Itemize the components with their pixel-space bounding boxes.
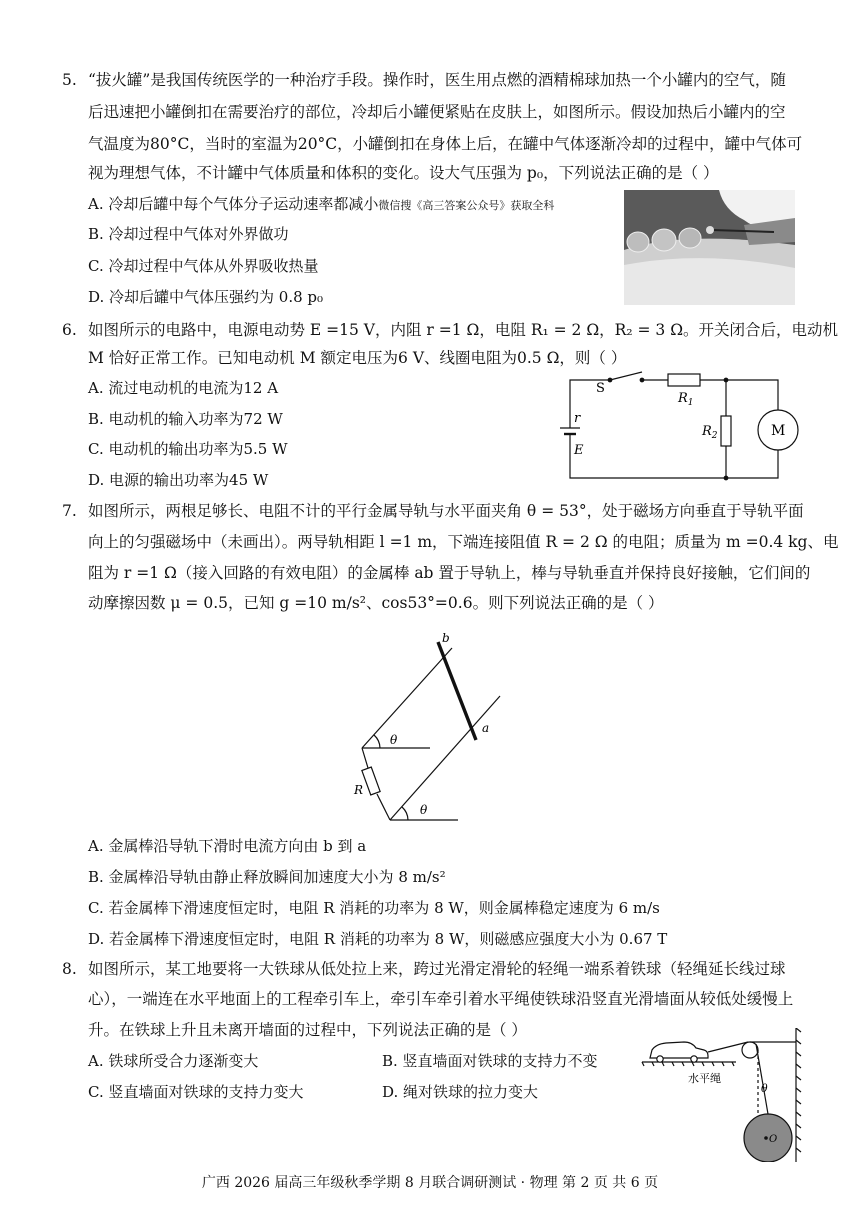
q8-number: 8.: [62, 960, 77, 978]
q8-line-1: 如图所示，某工地要将一大铁球从低处拉上来，跨过光滑定滑轮的轻绳一端系着铁球（轻绳延长线过球: [88, 960, 786, 978]
q8-option-d: D. 绳对铁球的拉力变大: [382, 1083, 539, 1101]
q8-line-2: 心），一端连在水平地面上的工程牵引车上，牵引车牵引着水平绳使铁球沿竖直光滑墙面从较低处缓慢上: [88, 990, 794, 1008]
label-center-o: O: [769, 1134, 778, 1145]
q5-line-1: “拔火罐”是我国传统医学的一种治疗手段。操作时，医生用点燃的酒精棉球加热一个小罐内的空气，随: [88, 71, 786, 89]
q8-option-b: B. 竖直墙面对铁球的支持力不变: [382, 1052, 598, 1070]
q5-line-3: 气温度为80°C，当时的室温为20°C，小罐倒扣在身体上后，在罐中气体逐渐冷却的过程中，罐中气体可: [88, 135, 803, 153]
q7-line-3: 阻为 r =1 Ω（接入回路的有效电阻）的金属棒 ab 置于导轨上，棒与导轨垂直并保持良好接触，它们间的: [88, 564, 811, 582]
label-theta: θ: [761, 1082, 768, 1095]
rail-diagram: [340, 628, 520, 828]
q5-option-a: [88, 194, 554, 216]
q5-option-d: D. 冷却后罐中气体压强约为 0.8 p₀: [88, 288, 324, 306]
label-s: S: [596, 381, 605, 396]
label-theta-top: θ: [390, 733, 398, 747]
q7-option-b: B. 金属棒沿导轨由静止释放瞬间加速度大小为 8 m/s²: [88, 868, 446, 886]
q7-number: 7.: [62, 502, 77, 520]
q6-number: 6.: [62, 321, 77, 339]
label-theta-bottom: θ: [420, 803, 428, 817]
label-internal-r: r: [574, 411, 581, 426]
q8-option-c: C. 竖直墙面对铁球的支持力变大: [88, 1083, 304, 1101]
q6-option-a: A. 流过电动机的电流为12 A: [88, 379, 279, 397]
svg-text:R1: [677, 391, 694, 408]
circuit-diagram: [550, 368, 810, 490]
q8-option-a: A. 铁球所受合力逐渐变大: [88, 1052, 259, 1070]
q5-option-c: C. 冷却过程中气体从外界吸收热量: [88, 257, 319, 275]
label-b: b: [442, 631, 450, 645]
q6-option-b: B. 电动机的输入功率为72 W: [88, 410, 283, 428]
q8-line-3: 升。在铁球上升且未离开墙面的过程中，下列说法正确的是（ ）: [88, 1021, 527, 1039]
pulley-diagram: [636, 1028, 812, 1162]
q6-line-2: M 恰好正常工作。已知电动机 M 额定电压为6 V、线圈电阻为0.5 Ω，则（ ）: [88, 349, 627, 367]
watermark-text: 微信搜《高三答案公众号》获取全科: [378, 199, 555, 212]
q7-line-4: 动摩擦因数 μ = 0.5，已知 g =10 m/s²、cos53°=0.6。则下列说法正确的是（ ）: [88, 594, 664, 612]
q6-option-c: C. 电动机的输出功率为5.5 W: [88, 440, 288, 458]
q6-line-1: 如图所示的电路中，电源电动势 E =15 V，内阻 r =1 Ω，电阻 R₁ = 2 Ω，R₂ = 3 Ω。开关闭合后，电动机: [88, 321, 839, 339]
label-r2: R: [702, 424, 712, 439]
q5-number: 5.: [62, 71, 77, 89]
label-r1: R: [678, 391, 688, 406]
q5-option-a-text: A. 冷却后罐中每个气体分子运动速率都减小: [88, 195, 379, 213]
label-horizontal-rope: 水平绳: [688, 1072, 721, 1085]
q7-option-c: C. 若金属棒下滑速度恒定时，电阻 R 消耗的功率为 8 W，则金属棒稳定速度为 6 m/s: [88, 899, 660, 917]
label-a: a: [482, 721, 490, 735]
q7-line-2: 向上的匀强磁场中（未画出）。两导轨相距 l =1 m，下端连接阻值 R = 2 Ω 的电阻；质量为 m =0.4 kg、电: [88, 533, 839, 551]
q5-line-2: 后迅速把小罐倒扣在需要治疗的部位，冷却后小罐便紧贴在皮肤上，如图所示。假设加热后小罐内的空: [88, 103, 786, 121]
q5-option-b: B. 冷却过程中气体对外界做功: [88, 225, 289, 243]
q5-line-4: 视为理想气体，不计罐中气体质量和体积的变化。设大气压强为 p₀，下列说法正确的是（ ）: [88, 164, 719, 182]
q7-option-d: D. 若金属棒下滑速度恒定时，电阻 R 消耗的功率为 8 W，则磁感应强度大小为 0.67 T: [88, 930, 668, 948]
label-motor: M: [771, 423, 786, 439]
svg-text:R2: [701, 424, 718, 441]
q7-line-1: 如图所示，两根足够长、电阻不计的平行金属导轨与水平面夹角 θ = 53°，处于磁场方向垂直于导轨平面: [88, 502, 804, 520]
page-footer: 广西 2026 届高三年级秋季学期 8 月联合调研测试 · 物理 第 2 页 共 6 页: [201, 1175, 659, 1191]
cupping-photo: [624, 190, 795, 305]
q7-option-a: A. 金属棒沿导轨下滑时电流方向由 b 到 a: [88, 837, 367, 855]
label-resistor-r: R: [354, 783, 364, 797]
label-r2-sub: 2: [711, 431, 718, 441]
label-r1-sub: 1: [687, 398, 694, 408]
q6-option-d: D. 电源的输出功率为45 W: [88, 471, 269, 489]
label-emf: E: [574, 443, 584, 458]
